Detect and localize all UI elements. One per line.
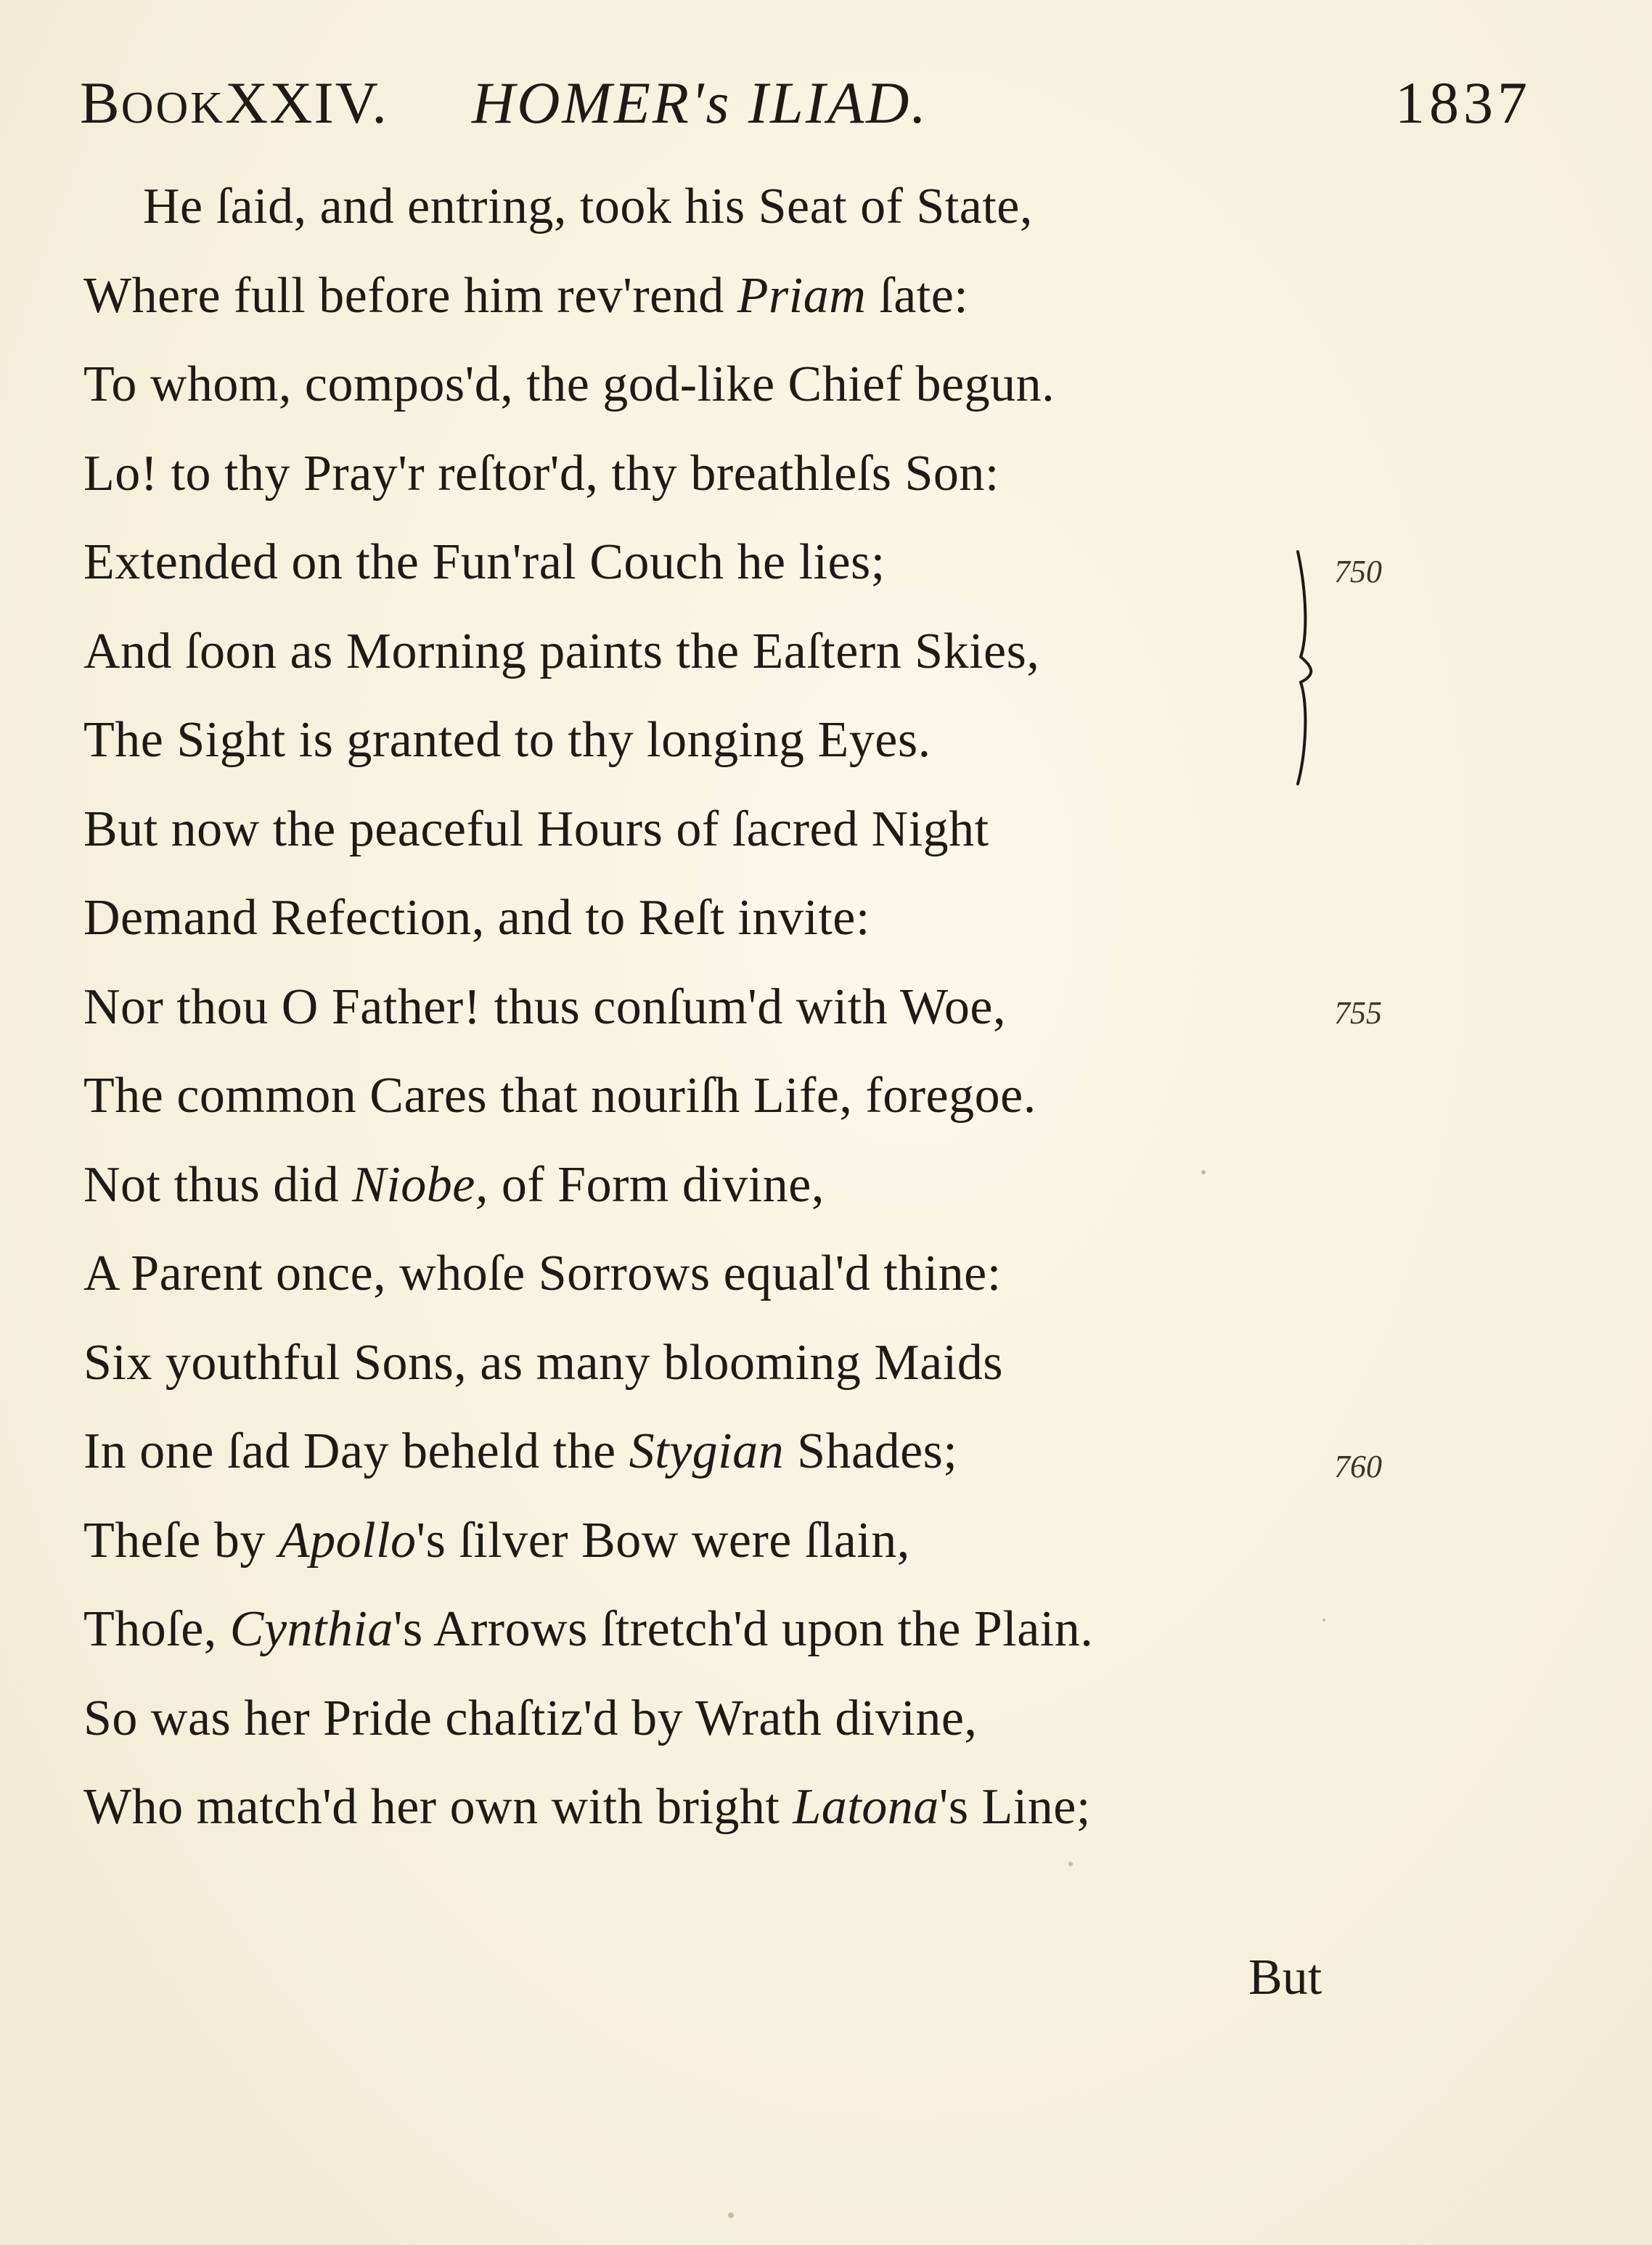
running-title: HOMER's ILIAD. [472, 70, 928, 136]
line-text: 's Line; [939, 1779, 1091, 1835]
line-text: Theſe by [83, 1513, 279, 1569]
italic-name: Latona [793, 1779, 939, 1835]
running-header [80, 69, 1532, 142]
book-initial: B [80, 70, 121, 136]
poem-line [83, 1156, 825, 1236]
italic-name: Stygian [629, 1423, 785, 1479]
poem-line [83, 1778, 1091, 1858]
line-text: ſate: [866, 268, 969, 324]
poem-line [83, 1600, 1093, 1680]
poem-line [83, 1334, 1003, 1414]
line-text: Extended on the Fun'ral Couch he lies; [83, 534, 886, 590]
line-text: In one ſad Day beheld the [83, 1423, 629, 1479]
line-text: Six youthful Sons, as many blooming Maids [83, 1335, 1003, 1391]
page-number: 1837 [1395, 70, 1532, 136]
poem-line [83, 267, 968, 347]
line-text: A Parent once, whoſe Sorrows equal'd thine: [83, 1246, 1002, 1301]
poem-line [83, 1423, 957, 1502]
poem-line [83, 533, 886, 613]
poem-line [83, 801, 989, 880]
line-text: He ſaid, and entring, took his Seat of State, [143, 179, 1033, 234]
poem-line [83, 978, 1006, 1058]
line-text: Demand Refection, and to Reſt invite: [83, 890, 870, 946]
book-numeral: XXIV. [225, 70, 388, 136]
line-text: Where full before him rev'rend [83, 268, 737, 324]
line-text: To whom, compos'd, the god-like Chief begun. [83, 356, 1055, 412]
book-label [80, 69, 388, 137]
poem-line [83, 1067, 1036, 1147]
line-text: The common Cares that nouriſh Life, foregoe. [83, 1068, 1036, 1124]
poem-line [83, 711, 931, 791]
line-text: 's Arrows ſtretch'd upon the Plain. [393, 1601, 1094, 1657]
line-text: Lo! to thy Pray'r reſtor'd, thy breathleſs Son: [83, 446, 999, 502]
triplet-brace [1285, 548, 1328, 788]
poem-line [83, 445, 999, 525]
line-text: Not thus did [83, 1157, 353, 1213]
poem-line [83, 1512, 910, 1592]
poem-line [83, 623, 1039, 703]
line-text: Shades; [784, 1423, 958, 1479]
italic-name: Niobe, [352, 1157, 488, 1213]
line-text: 's ſilver Bow were ſlain, [416, 1513, 910, 1569]
italic-name: Cynthia [229, 1601, 393, 1657]
poem-line [83, 889, 870, 969]
line-number-755: 755 [1334, 995, 1382, 1031]
poem-line [143, 178, 1033, 258]
line-text: And ſoon as Morning paints the Eaſtern Skies, [83, 623, 1040, 679]
catchword: But [1248, 1950, 1322, 2005]
italic-name: Apollo [278, 1513, 417, 1569]
line-text: The Sight is granted to thy longing Eyes. [83, 712, 931, 768]
line-text: of Form divine, [488, 1157, 825, 1213]
line-text: Who match'd her own with bright [83, 1779, 793, 1835]
line-number-750: 750 [1334, 554, 1382, 589]
line-text: Nor thou O Father! thus conſum'd with Woe, [83, 979, 1006, 1035]
line-text: But now the peaceful Hours of ſacred Night [83, 801, 989, 857]
poem-line [83, 356, 1055, 435]
line-text: Thoſe, [83, 1601, 230, 1657]
book-small-caps: OOK [120, 83, 226, 133]
line-number-760: 760 [1334, 1449, 1382, 1484]
italic-name: Priam [737, 268, 867, 324]
poem-line [83, 1245, 1002, 1325]
line-text: So was her Pride chaſtiz'd by Wrath divine, [83, 1690, 978, 1746]
poem-line [83, 1690, 977, 1770]
